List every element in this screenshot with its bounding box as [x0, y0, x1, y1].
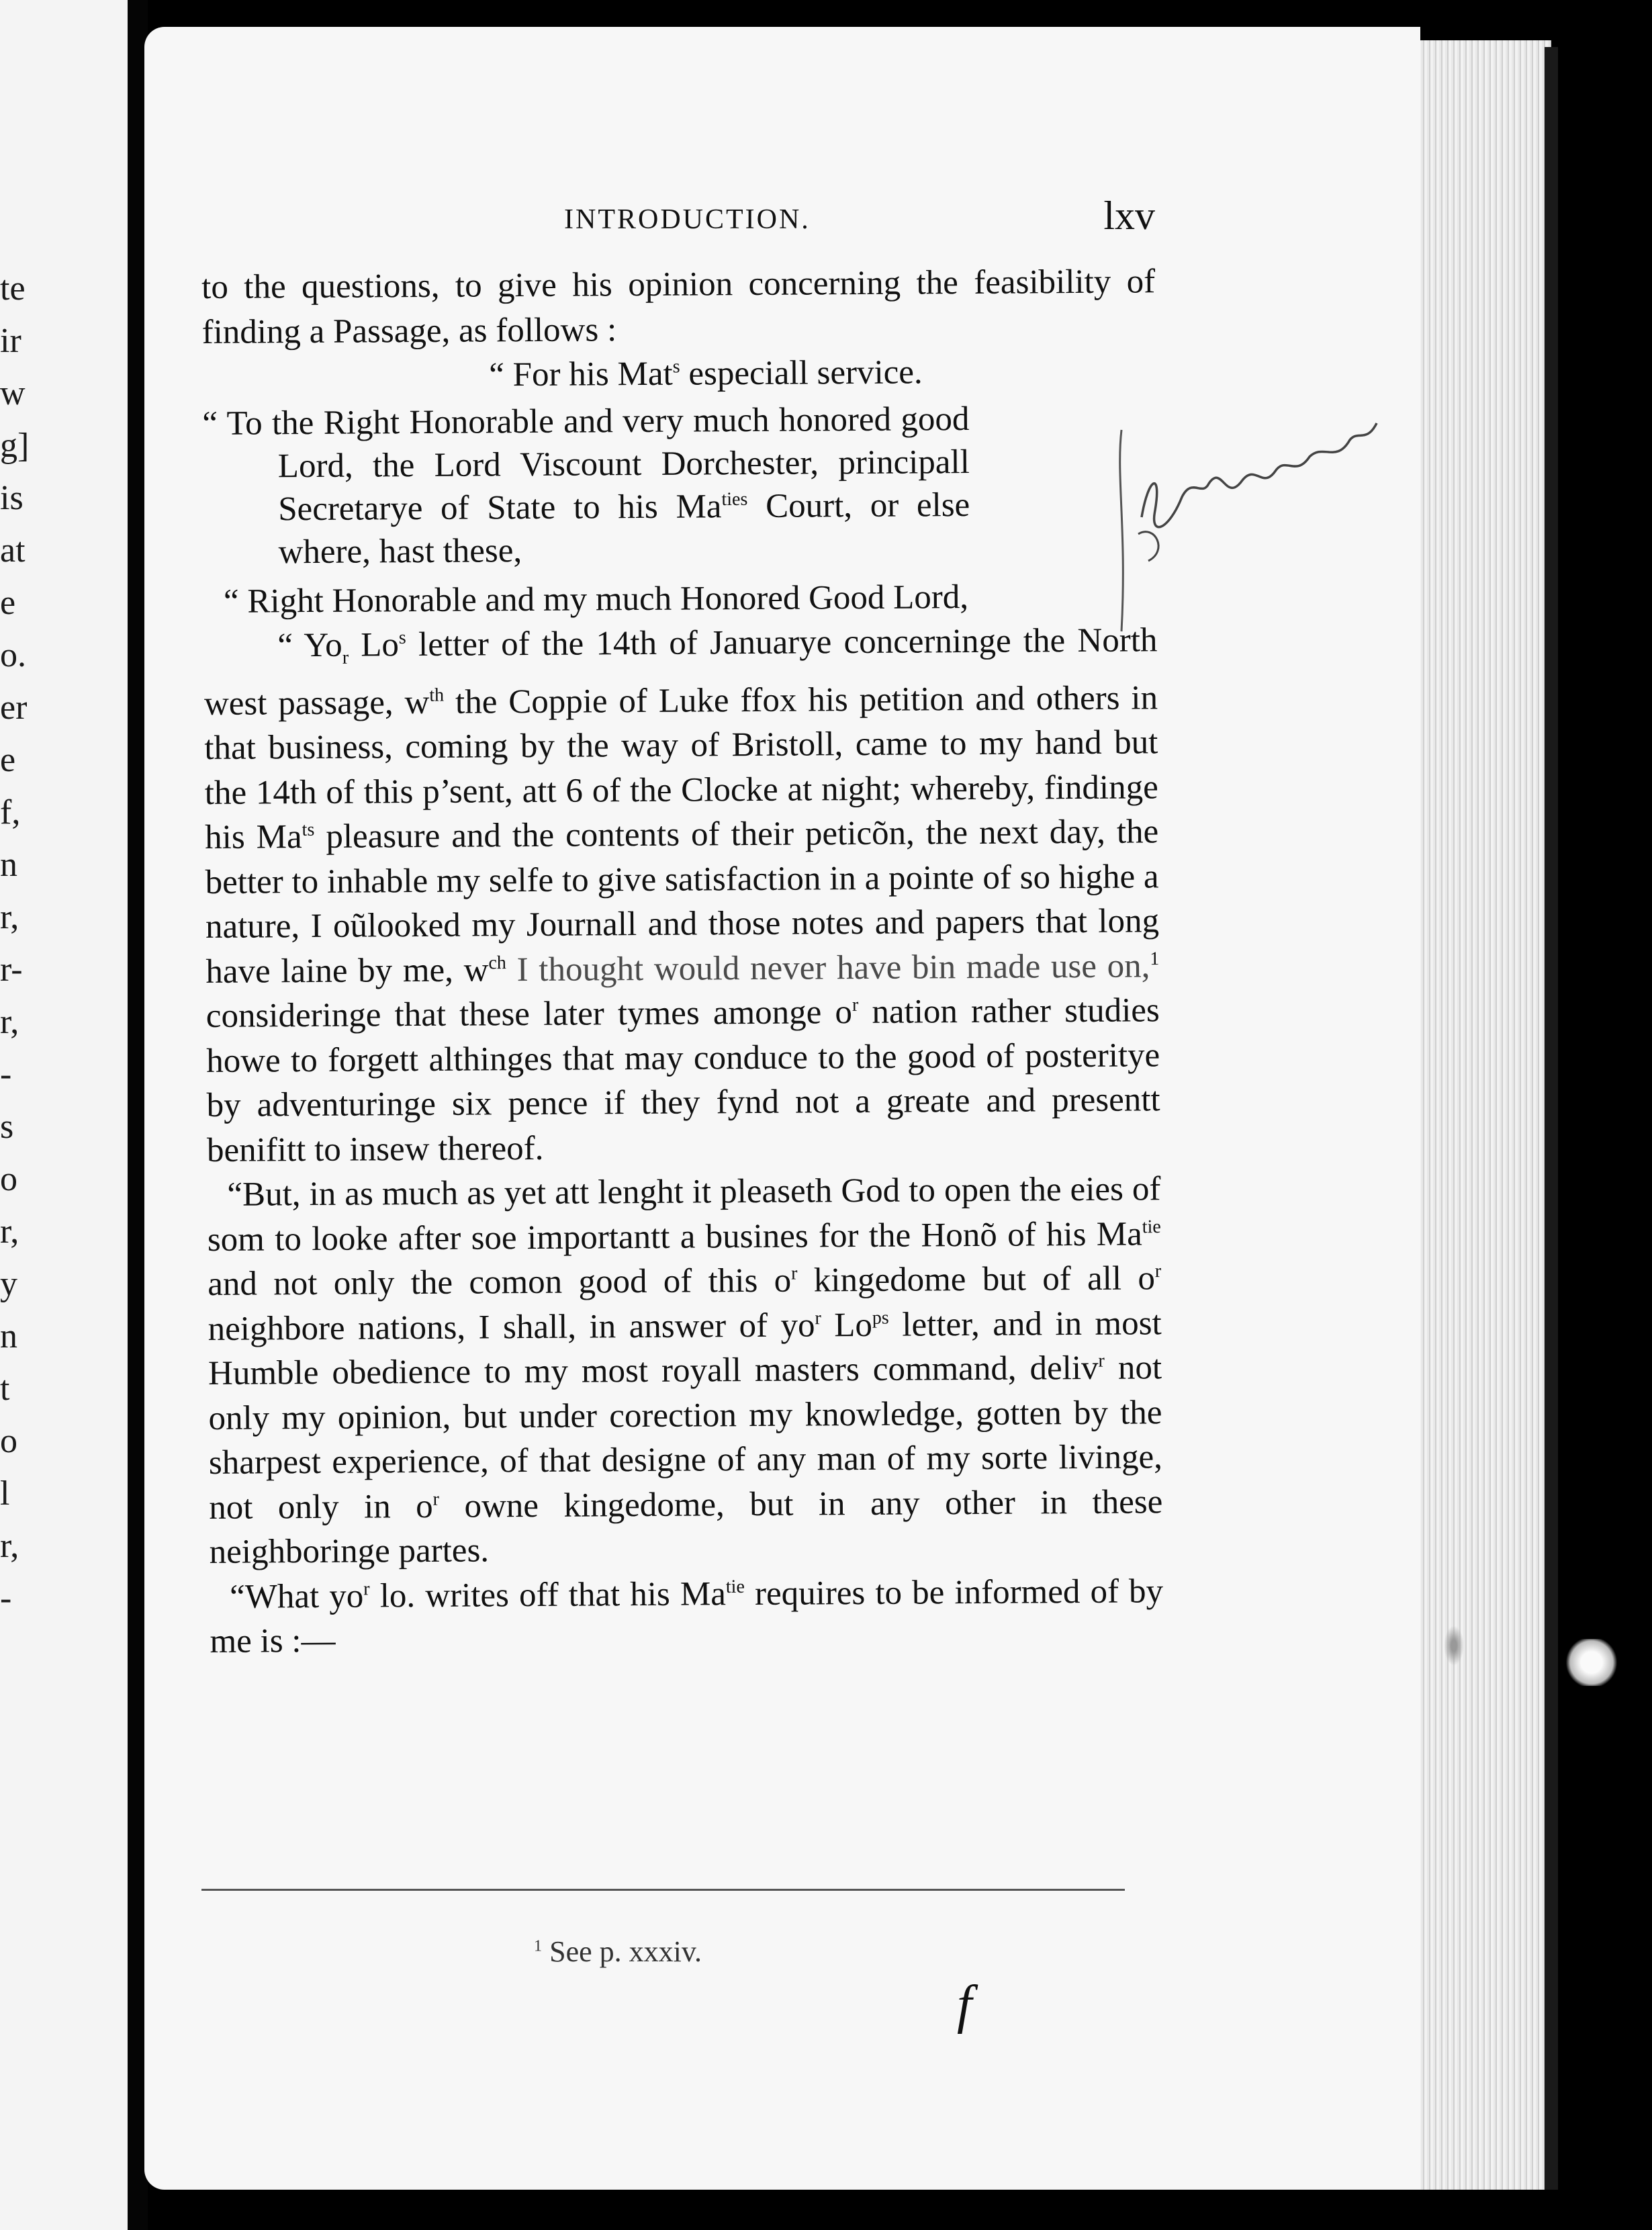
facing-page-fragment: o. [0, 636, 26, 674]
page-blemish [1565, 1639, 1618, 1686]
facing-page-fragment: - [0, 1055, 12, 1094]
handwritten-pencil-note-icon [1108, 416, 1390, 638]
facing-page-edge [0, 0, 128, 2230]
facing-page-fragment: f, [0, 793, 21, 832]
facing-page-fragment: r- [0, 950, 23, 989]
facing-page-fragment: y [0, 1265, 17, 1303]
footnote-reference: 1 [1150, 948, 1160, 969]
footnote: $^1$ See p. xxxiv. [534, 1935, 702, 1968]
facing-page-fragment: s [0, 1108, 14, 1146]
page-number: lxv [1103, 193, 1155, 238]
facing-page-fragment: o [0, 1160, 17, 1198]
facing-page-fragment: is [0, 479, 24, 517]
letter-address: “ To the Right Honorable and very much honored good Lord, the Lord Viscount Dorchester, principall Secretarye of State to his $Ma^{ties}$ Court, or else where, hast these, [202, 400, 970, 571]
page-header [201, 193, 1155, 245]
facing-page-fragment: e [0, 741, 16, 779]
paragraph-letter-3: “What $yo^r$ lo. writes off that his $Ma^{tie}$ requires to be informed of by me is :— [210, 1572, 1164, 1661]
facing-page-fragment: w [0, 374, 26, 412]
facing-page-fragment: ir [0, 322, 21, 360]
paragraph-letter-2: “But, in as much as yet att lenght it pleaseth God to open the eies of som to looke after soe importantt a busines for the Honõ of his $Ma^{tie}$ and not only the comon good of this $o^r$ kingedome but of all $o^r$ neighbore nations, I shall, in answer of $yo^r$ $Lo^{ps}$ letter, and in most Humble obedience to my most royall masters command, deliv$^r$ not only my opinion, but under corection my knowledge, gotten by the sharpest experience, of that designe of any man of my sorte livinge, not only in $o^r$ owne kingedome, but in any other in these neighboringe partes. [207, 1170, 1163, 1572]
signature-mark: f [957, 1975, 972, 2035]
superscription-line: “ For his Mat$^s$ especiall service. [489, 353, 923, 394]
book-cover-edge [1545, 47, 1558, 2190]
facing-page-fragment: e [0, 584, 16, 622]
letter-salutation: “ Right Honorable and my much Honored Good Lord, [223, 578, 969, 621]
paragraph-letter-1: “ $Yo_r$ Lo$^s$ letter of the 14th of Januarye concerninge the North west passage, $w^{th}$ the Coppie of Luke ffox his petition and others in that business, coming by the way of Bristoll, came to my hand but the 14th of this p’sent, att 6 of the Clocke at night; whereby, findinge his $Ma^{ts}$ pleasure and the contents of their peticõn, the next day, the better to inhable my selfe to give satisfaction in a pointe of so highe a nature, I oũlooked my Journall and those notes and papers that long have laine by me, $w^{ch}$ I thought would never have bin made use on,$^1$ consideringe that these later tymes amonge $o^r$ nation rather studies howe to forgett althinges that may conduce to the good of posteritye by adventuringe six pence if they fynd not a greate and presentt benifitt to insew thereof. [203, 621, 1160, 1169]
footnote-rule [201, 1889, 1125, 1891]
page-body [201, 259, 1164, 1664]
facing-page-fragment: r, [0, 1003, 19, 1041]
facing-page-fragment: r, [0, 1212, 19, 1251]
facing-page-fragment: r, [0, 1527, 19, 1565]
running-head: INTRODUCTION. [564, 204, 811, 235]
facing-page-fragment: - [0, 1579, 12, 1617]
facing-page-fragment: at [0, 531, 26, 570]
facing-page-fragment: te [0, 269, 26, 308]
facing-page-fragment: o [0, 1422, 17, 1460]
facing-page-fragment: l [0, 1474, 10, 1513]
page-mark [1444, 1625, 1464, 1666]
facing-page-fragment: er [0, 688, 28, 727]
facing-page-fragment: t [0, 1370, 10, 1408]
paragraph-opening: to the questions, to give his opinion concerning the feasibility of finding a Passage, as follows : [201, 263, 1156, 351]
facing-page-fragment: r, [0, 898, 19, 936]
facing-page-fragment: n [0, 1317, 17, 1355]
facing-page-fragment: g] [0, 427, 30, 465]
facing-page-fragment: n [0, 846, 17, 884]
